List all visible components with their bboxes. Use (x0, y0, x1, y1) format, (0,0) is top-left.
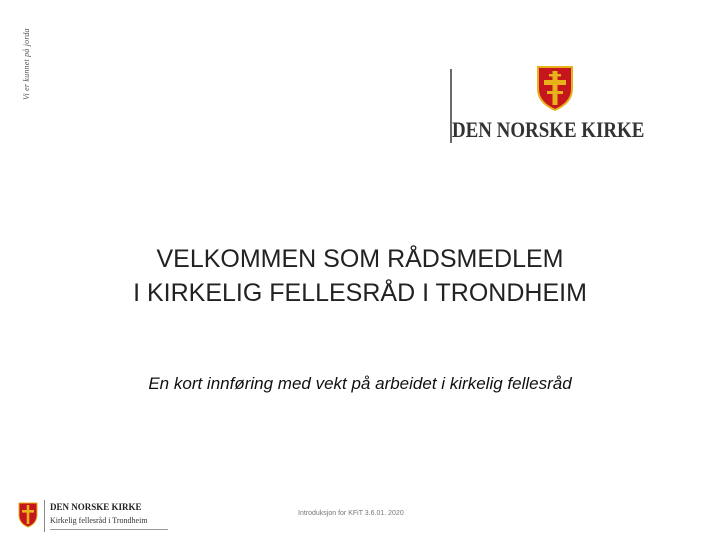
footer-shield-icon (18, 502, 38, 528)
footer-logo-divider (44, 500, 45, 532)
footer-logo (18, 498, 153, 534)
footer-underline (50, 529, 168, 530)
footer-note: Introduksjon for KFiT 3.6.01. 2020 (298, 510, 404, 517)
slide-subtitle: En kort innføring med vekt på arbeidet i kirkelig fellesråd (148, 374, 572, 393)
title-line-2: I KIRKELIG FELLESRÅD I TRONDHEIM (133, 279, 587, 307)
slide-title (60, 242, 660, 310)
footer-logo-name: DEN NORSKE KIRKE (50, 502, 142, 512)
vertical-motto: Vi er kunnet på jorda (22, 28, 31, 100)
footer-logo-subtitle: Kirkelig fellesråd i Trondheim (50, 516, 148, 525)
church-logo (450, 65, 660, 145)
logo-text: DEN NORSKE KIRKE (452, 117, 645, 142)
church-shield-icon (536, 65, 574, 111)
title-line-1: VELKOMMEN SOM RÅDSMEDLEM (156, 245, 564, 273)
